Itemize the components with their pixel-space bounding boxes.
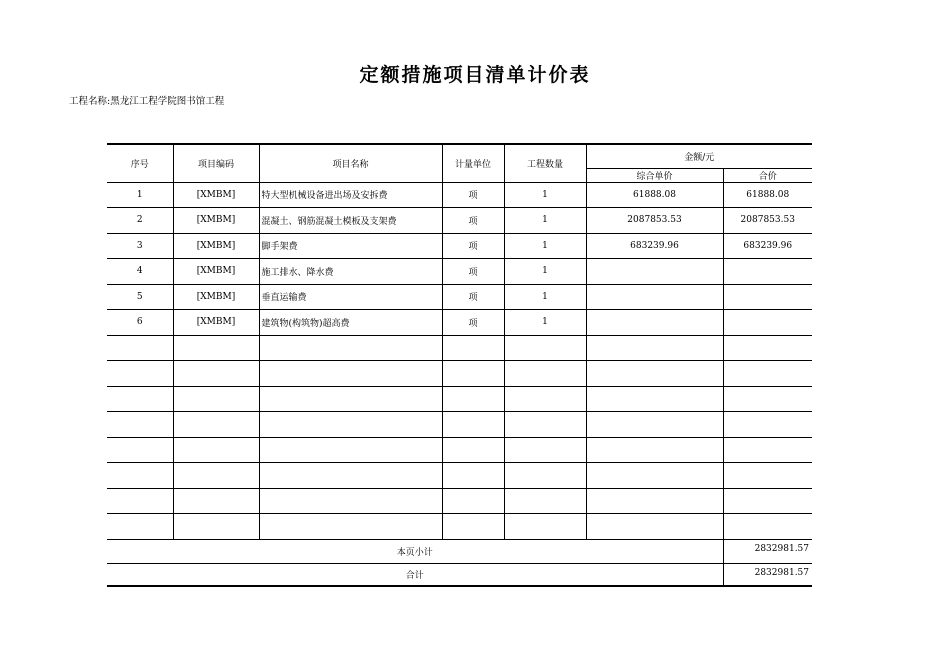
cell-qty: 1: [504, 182, 586, 208]
empty-cell: [173, 437, 259, 463]
subtotal-row: [107, 539, 812, 563]
header-amount: 金额/元: [586, 144, 812, 168]
empty-cell: [259, 437, 442, 463]
header-qty: 工程数量: [504, 144, 586, 182]
cell-total-price: 61888.08: [723, 182, 812, 208]
table-row: [107, 208, 812, 234]
cell-name: 混凝土、钢筋混凝土模板及支架费: [259, 208, 442, 234]
cell-unit-price: 61888.08: [586, 182, 723, 208]
table-row: [107, 182, 812, 208]
cell-unit-price: [586, 284, 723, 310]
cell-unit-price: 2087853.53: [586, 208, 723, 234]
empty-cell: [107, 412, 173, 438]
empty-cell: [259, 514, 442, 540]
cell-seq: 4: [107, 259, 173, 285]
empty-cell: [723, 514, 812, 540]
cell-unit: 项: [442, 259, 504, 285]
empty-row: [107, 412, 812, 438]
empty-cell: [173, 386, 259, 412]
empty-cell: [259, 488, 442, 514]
empty-cell: [723, 463, 812, 489]
cell-total-price: [723, 259, 812, 285]
empty-cell: [442, 335, 504, 361]
empty-cell: [442, 412, 504, 438]
cell-name: 特大型机械设备进出场及安拆费: [259, 182, 442, 208]
cell-code: [XMBM]: [173, 182, 259, 208]
header-code: 项目编码: [173, 144, 259, 182]
empty-cell: [107, 361, 173, 387]
cell-code: [XMBM]: [173, 284, 259, 310]
empty-cell: [259, 386, 442, 412]
empty-cell: [442, 361, 504, 387]
empty-cell: [504, 463, 586, 489]
empty-row: [107, 361, 812, 387]
empty-cell: [504, 412, 586, 438]
table-body: [107, 182, 812, 539]
empty-cell: [107, 514, 173, 540]
cell-seq: 5: [107, 284, 173, 310]
cell-qty: 1: [504, 208, 586, 234]
empty-cell: [173, 463, 259, 489]
cell-unit-price: 683239.96: [586, 233, 723, 259]
total-row: [107, 563, 812, 586]
empty-row: [107, 335, 812, 361]
empty-cell: [259, 335, 442, 361]
cell-total-price: [723, 310, 812, 336]
empty-cell: [723, 335, 812, 361]
cell-seq: 3: [107, 233, 173, 259]
cell-seq: 6: [107, 310, 173, 336]
cell-qty: 1: [504, 310, 586, 336]
empty-cell: [504, 488, 586, 514]
empty-cell: [442, 488, 504, 514]
empty-cell: [504, 514, 586, 540]
empty-cell: [442, 463, 504, 489]
empty-cell: [504, 361, 586, 387]
empty-cell: [173, 488, 259, 514]
table-row: [107, 233, 812, 259]
cell-seq: 1: [107, 182, 173, 208]
empty-cell: [586, 412, 723, 438]
cell-total-price: 2087853.53: [723, 208, 812, 234]
empty-cell: [586, 335, 723, 361]
header-total-price: 合价: [723, 168, 812, 182]
header-row: [107, 144, 812, 168]
cell-name: 垂直运输费: [259, 284, 442, 310]
empty-cell: [586, 514, 723, 540]
empty-cell: [173, 335, 259, 361]
table-row: [107, 310, 812, 336]
empty-cell: [442, 437, 504, 463]
header-seq: 序号: [107, 144, 173, 182]
cell-unit: 项: [442, 284, 504, 310]
cell-code: [XMBM]: [173, 233, 259, 259]
cell-code: [XMBM]: [173, 208, 259, 234]
empty-cell: [173, 514, 259, 540]
empty-row: [107, 437, 812, 463]
cell-unit-price: [586, 259, 723, 285]
cell-total-price: [723, 284, 812, 310]
cell-qty: 1: [504, 233, 586, 259]
empty-cell: [586, 463, 723, 489]
cell-unit: 项: [442, 233, 504, 259]
cell-name: 施工排水、降水费: [259, 259, 442, 285]
cell-total-price: 683239.96: [723, 233, 812, 259]
table-row: [107, 259, 812, 285]
empty-cell: [586, 437, 723, 463]
empty-row: [107, 463, 812, 489]
cell-qty: 1: [504, 284, 586, 310]
cell-name: 建筑物(构筑物)超高费: [259, 310, 442, 336]
empty-cell: [504, 437, 586, 463]
header-unit: 计量单位: [442, 144, 504, 182]
empty-cell: [107, 335, 173, 361]
cell-name: 脚手架费: [259, 233, 442, 259]
empty-cell: [259, 463, 442, 489]
empty-cell: [723, 412, 812, 438]
total-label: 合计: [107, 563, 723, 586]
cell-qty: 1: [504, 259, 586, 285]
cell-unit: 项: [442, 208, 504, 234]
table-row: [107, 284, 812, 310]
empty-cell: [504, 335, 586, 361]
cell-code: [XMBM]: [173, 259, 259, 285]
empty-cell: [259, 412, 442, 438]
empty-cell: [107, 463, 173, 489]
cell-seq: 2: [107, 208, 173, 234]
empty-row: [107, 386, 812, 412]
cell-unit: 项: [442, 310, 504, 336]
page-title: 定额措施项目清单计价表: [359, 64, 591, 86]
empty-cell: [723, 386, 812, 412]
empty-cell: [107, 488, 173, 514]
empty-cell: [107, 437, 173, 463]
empty-cell: [586, 386, 723, 412]
total-value: 2832981.57: [723, 563, 812, 586]
empty-cell: [723, 488, 812, 514]
subtotal-label: 本页小计: [107, 539, 723, 563]
empty-row: [107, 514, 812, 540]
empty-cell: [259, 361, 442, 387]
empty-cell: [173, 361, 259, 387]
subtotal-value: 2832981.57: [723, 539, 812, 563]
cell-code: [XMBM]: [173, 310, 259, 336]
empty-cell: [173, 412, 259, 438]
empty-cell: [442, 386, 504, 412]
cell-unit: 项: [442, 182, 504, 208]
pricing-table: [107, 143, 812, 587]
cell-unit-price: [586, 310, 723, 336]
empty-cell: [442, 514, 504, 540]
empty-cell: [586, 488, 723, 514]
empty-row: [107, 488, 812, 514]
empty-cell: [504, 386, 586, 412]
empty-cell: [723, 361, 812, 387]
empty-cell: [723, 437, 812, 463]
empty-cell: [107, 386, 173, 412]
project-name: 工程名称:黑龙江工程学院图书馆工程: [69, 96, 225, 107]
header-unit-price: 综合单价: [586, 168, 723, 182]
header-name: 项目名称: [259, 144, 442, 182]
empty-cell: [586, 361, 723, 387]
